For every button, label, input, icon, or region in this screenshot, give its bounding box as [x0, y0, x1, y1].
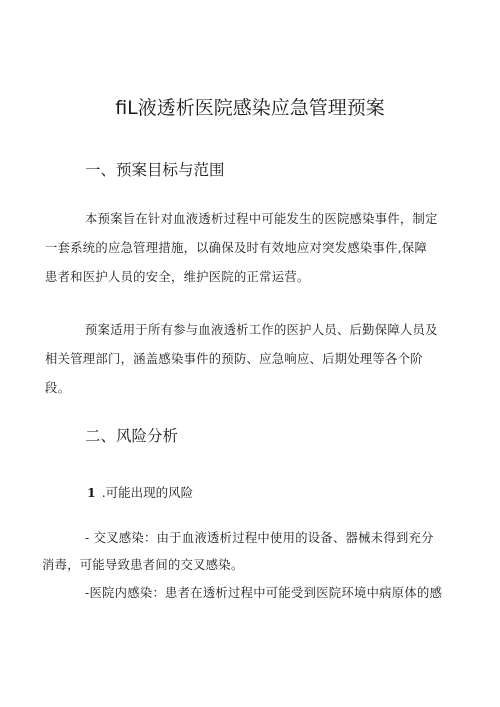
subsection-heading-possible-risks [87, 484, 193, 502]
paragraph-line: 一套系统的应急管理措施，以确保及时有效地应对突发感染事件,保障 [45, 241, 428, 255]
risk-line: - 交叉感染：由于血液透析过程中使用的设备、器械未得到充分 [85, 531, 434, 545]
risk-line: 消毒，可能导致患者间的交叉感染。 [42, 558, 244, 572]
paragraph-purpose [45, 205, 461, 292]
paragraph-line: 患者和医护人员的安全，维护医院的正常运营。 [45, 270, 310, 284]
paragraph-line: 本预案旨在针对血液透析过程中可能发生的医院感染事件，制定 [85, 212, 438, 226]
subsection-number: 1 [87, 485, 96, 500]
document-title: fiL液透析医院感染应急管理预案 [115, 97, 385, 119]
risk-line: -医院内感染：患者在透析过程中可能受到医院环境中病原体的感 [85, 586, 443, 600]
paragraph-line: 相关管理部门，涵盖感染事件的预防、应急响应、后期处理等各个阶 [45, 352, 423, 366]
paragraph-scope [45, 316, 461, 403]
subsection-label: .可能出现的风险 [101, 485, 194, 500]
section-heading-goals-scope: 一、预案目标与范围 [85, 161, 225, 179]
paragraph-line: 段。 [45, 381, 71, 395]
section-heading-risk-analysis: 二、风险分析 [85, 427, 179, 445]
risk-item-cross-infection [42, 525, 465, 579]
risk-item-hospital-infection [85, 580, 465, 607]
paragraph-line: 预案适用于所有参与血液透析工作的医护人员、后勤保障人员及 [85, 323, 438, 337]
